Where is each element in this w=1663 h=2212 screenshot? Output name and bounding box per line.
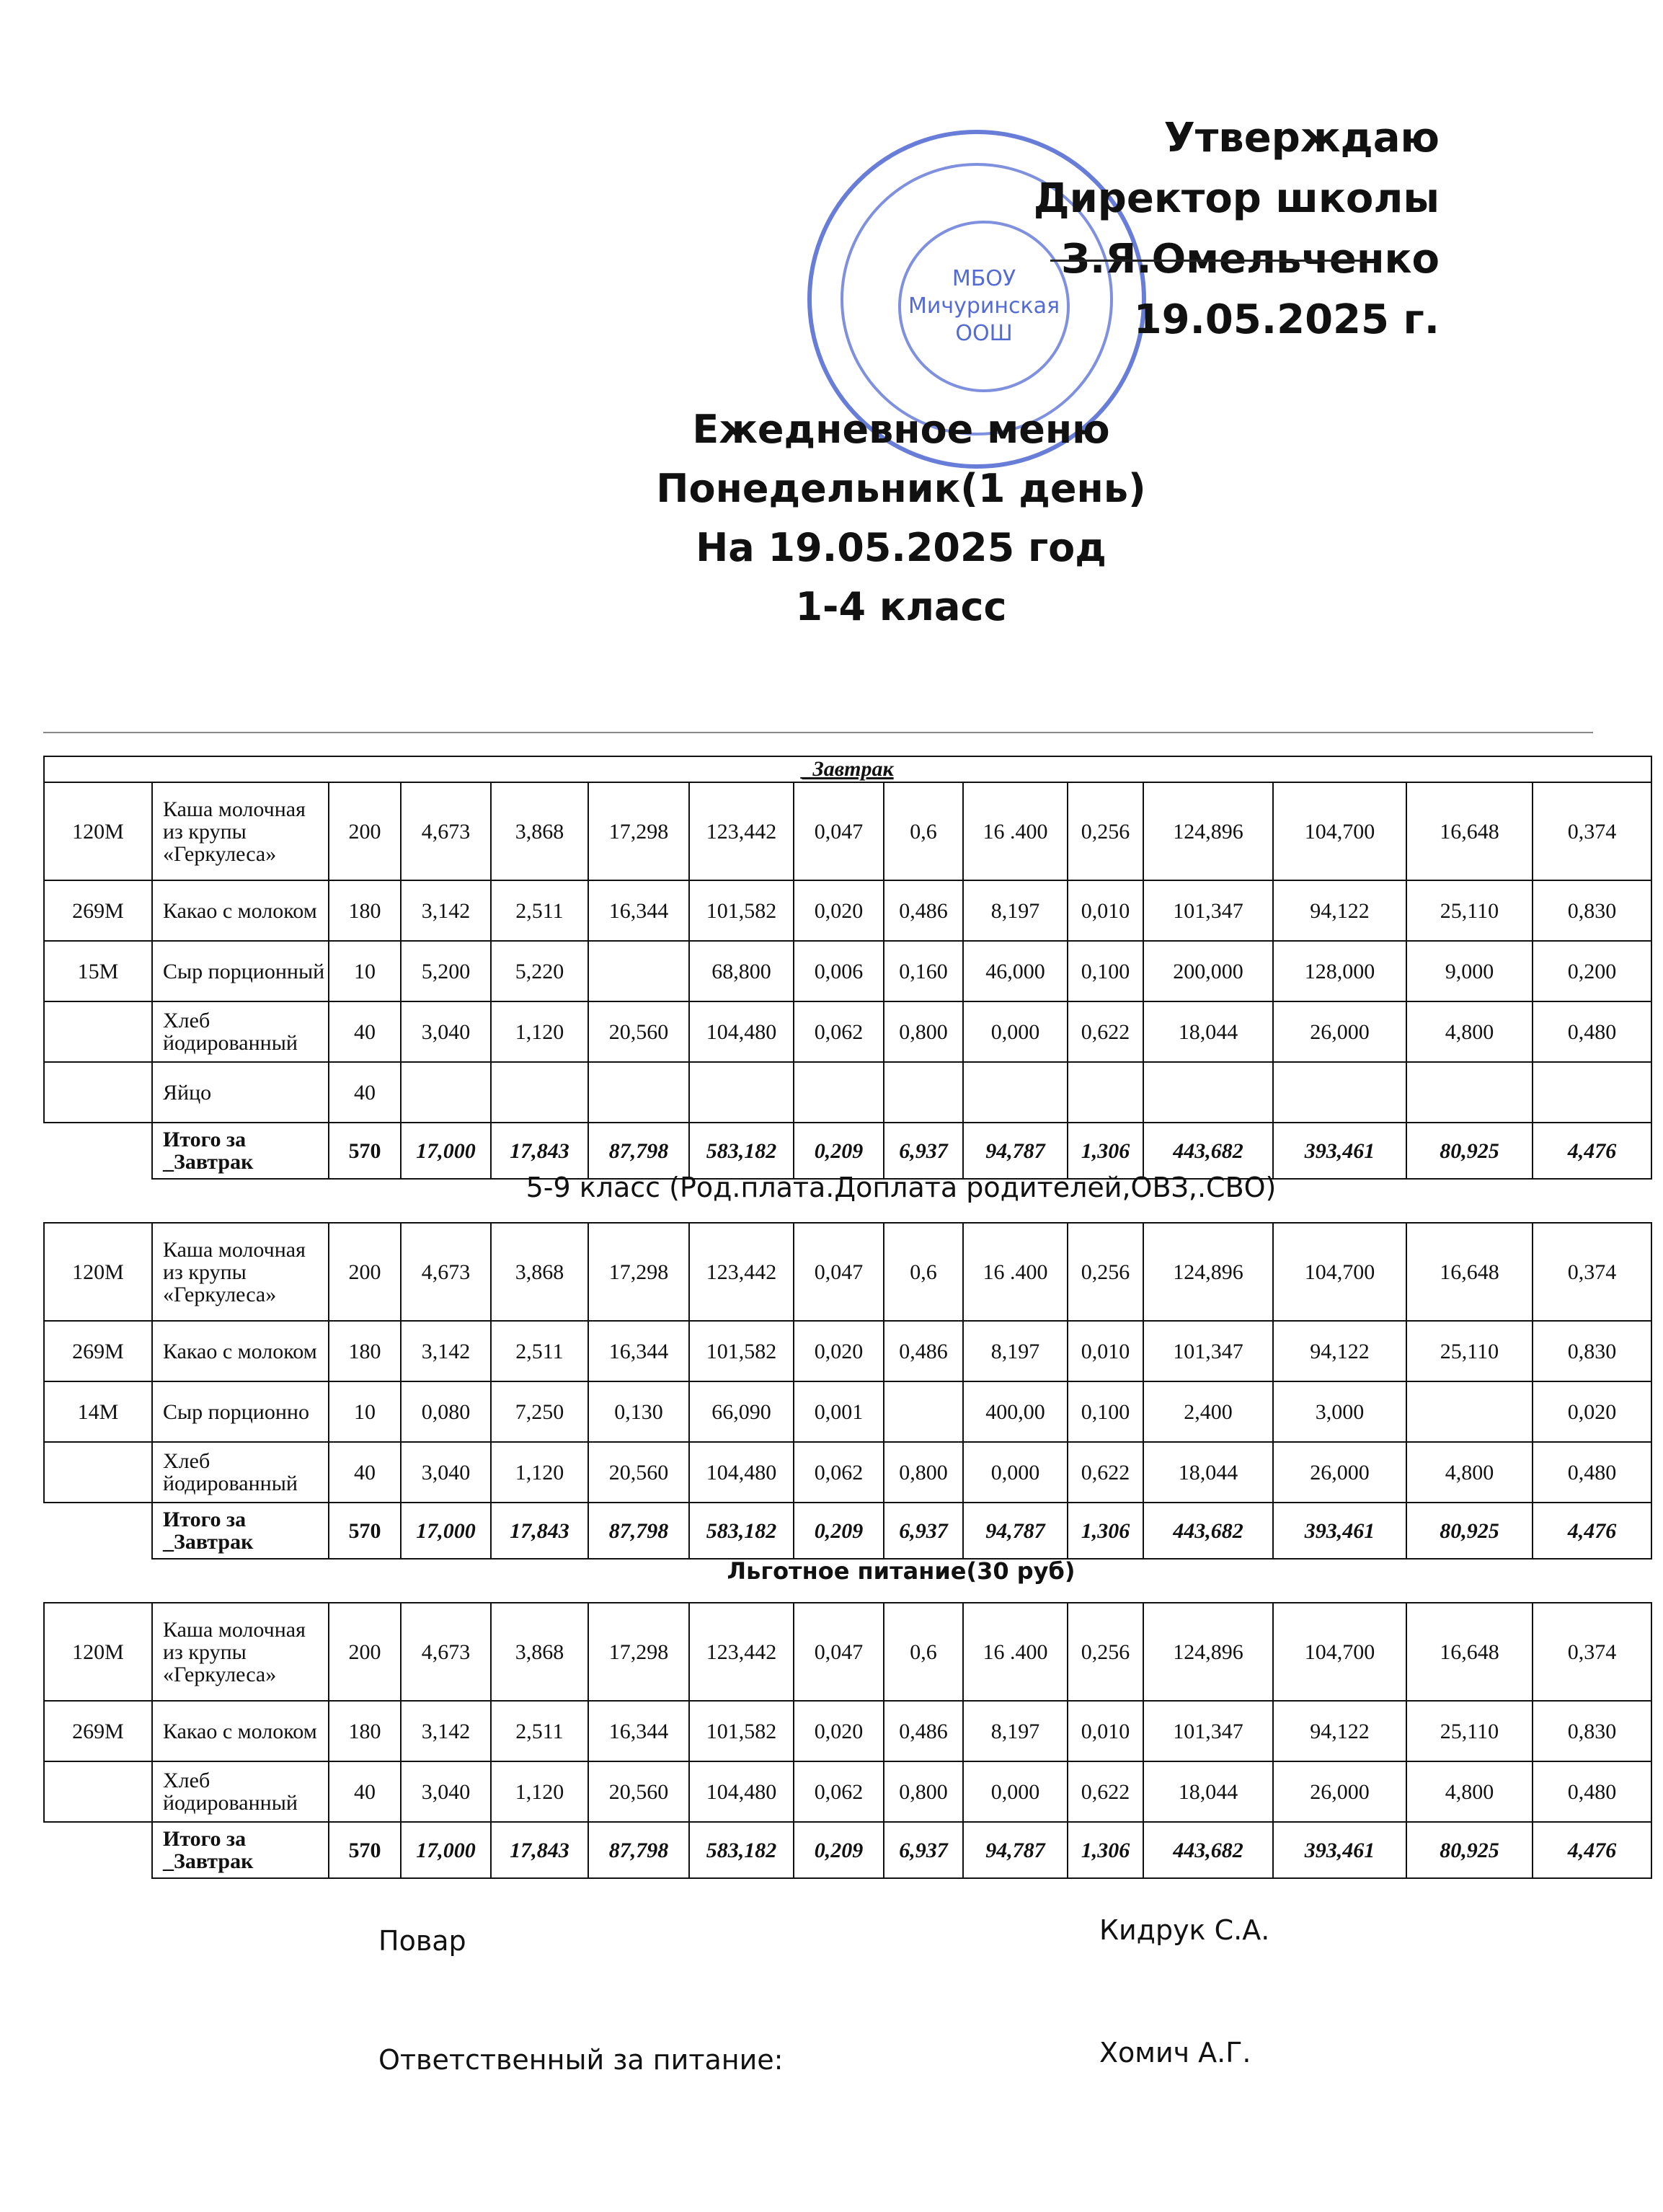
value-cell: 17,298 [588,1603,689,1701]
value-cell: 16 .400 [963,782,1068,880]
total-value-cell: 0,209 [794,1123,884,1179]
value-cell: 3,142 [401,1321,491,1381]
value-cell: 0,010 [1068,1701,1143,1761]
value-cell: 0,020 [794,880,884,941]
value-cell: 94,122 [1273,880,1406,941]
total-value-cell: 4,476 [1533,1822,1651,1878]
dish-name-cell: Сыр порционно [152,1381,329,1442]
value-cell: 123,442 [689,782,794,880]
menu-title [0,400,1663,637]
total-value-cell: 583,182 [689,1503,794,1559]
total-value-cell: 17,843 [491,1822,588,1878]
value-cell: 0,6 [884,1603,963,1701]
value-cell: 104,480 [689,1761,794,1822]
value-cell: 40 [329,1761,401,1822]
total-value-cell: 443,682 [1143,1503,1273,1559]
value-cell: 180 [329,1321,401,1381]
table-row [44,1321,1651,1381]
value-cell: 0,020 [794,1321,884,1381]
recipe-code-cell: 120М [44,782,152,880]
total-value-cell: 94,787 [963,1123,1068,1179]
value-cell: 0,486 [884,1321,963,1381]
value-cell: 8,197 [963,880,1068,941]
value-cell: 16,344 [588,880,689,941]
value-cell: 0,830 [1533,880,1651,941]
value-cell: 1,120 [491,1442,588,1503]
value-cell: 0,100 [1068,1381,1143,1442]
value-cell: 8,197 [963,1321,1068,1381]
total-row [44,1123,1651,1179]
approval-block [1034,108,1440,350]
total-value-cell: 4,476 [1533,1123,1651,1179]
value-cell: 16,648 [1406,1603,1533,1701]
value-cell [588,941,689,1001]
value-cell: 7,250 [491,1381,588,1442]
value-cell: 4,673 [401,1603,491,1701]
value-cell: 18,044 [1143,1001,1273,1062]
value-cell: 16,344 [588,1701,689,1761]
value-cell: 17,298 [588,782,689,880]
divider [43,732,1593,733]
value-cell: 0,001 [794,1381,884,1442]
table-caption-row [44,756,1651,782]
value-cell: 0,374 [1533,1603,1651,1701]
total-label-cell: Итого за _Завтрак [152,1822,329,1878]
total-label-cell: Итого за _Завтрак [152,1123,329,1179]
value-cell: 3,868 [491,1603,588,1701]
signature-line [1050,260,1367,262]
value-cell: 2,511 [491,880,588,941]
title-line-1: Ежедневное меню [692,407,1110,452]
cook-label: Повар [378,1925,466,1957]
value-cell: 26,000 [1273,1442,1406,1503]
section-title-5-9: 5-9 класс (Род.плата.Доплата родителей,ОВЗ,.СВО) [525,1172,1277,1203]
total-value-cell: 570 [329,1822,401,1878]
title-line-4: 1-4 класс [795,584,1007,629]
value-cell: 0,830 [1533,1321,1651,1381]
empty-cell [44,1503,152,1559]
table-row [44,941,1651,1001]
dish-name-cell: Сыр порционный [152,941,329,1001]
value-cell: 0,374 [1533,1223,1651,1321]
value-cell: 40 [329,1062,401,1123]
total-value-cell: 1,306 [1068,1123,1143,1179]
total-value-cell: 0,209 [794,1822,884,1878]
value-cell: 101,347 [1143,1321,1273,1381]
value-cell [491,1062,588,1123]
total-value-cell: 17,843 [491,1503,588,1559]
recipe-code-cell: 120М [44,1223,152,1321]
value-cell: 200 [329,1603,401,1701]
value-cell: 0,062 [794,1001,884,1062]
value-cell: 3,868 [491,782,588,880]
table-row [44,1223,1651,1321]
recipe-code-cell [44,1761,152,1822]
value-cell: 2,400 [1143,1381,1273,1442]
value-cell: 104,700 [1273,782,1406,880]
value-cell: 0,374 [1533,782,1651,880]
value-cell: 0,256 [1068,1223,1143,1321]
value-cell [884,1381,963,1442]
total-value-cell: 393,461 [1273,1503,1406,1559]
value-cell: 5,200 [401,941,491,1001]
value-cell: 123,442 [689,1223,794,1321]
menu-table-1-4 [43,756,1652,1180]
value-cell: 0,480 [1533,1761,1651,1822]
total-value-cell: 4,476 [1533,1503,1651,1559]
value-cell [401,1062,491,1123]
table-row [44,1001,1651,1062]
value-cell: 0,000 [963,1001,1068,1062]
value-cell: 101,347 [1143,880,1273,941]
value-cell: 400,00 [963,1381,1068,1442]
value-cell [884,1062,963,1123]
value-cell [588,1062,689,1123]
value-cell: 104,480 [689,1001,794,1062]
value-cell: 2,511 [491,1701,588,1761]
value-cell: 16 .400 [963,1223,1068,1321]
value-cell: 40 [329,1442,401,1503]
table-row [44,1381,1651,1442]
value-cell: 4,673 [401,1223,491,1321]
value-cell: 0,047 [794,1223,884,1321]
dish-name-cell: Каша молочная из крупы «Геркулеса» [152,1223,329,1321]
empty-cell [44,1822,152,1878]
dish-name-cell: Яйцо [152,1062,329,1123]
dish-name-cell: Хлеб йодированный [152,1001,329,1062]
value-cell: 200 [329,782,401,880]
approval-line-3: З.Я.Омельченко [1061,236,1440,283]
total-value-cell: 443,682 [1143,1822,1273,1878]
recipe-code-cell: 14М [44,1381,152,1442]
value-cell: 101,582 [689,1701,794,1761]
responsible-name: Хомич А.Г. [1099,2037,1251,2069]
value-cell: 0,000 [963,1761,1068,1822]
value-cell: 25,110 [1406,880,1533,941]
value-cell: 0,006 [794,941,884,1001]
value-cell [1068,1062,1143,1123]
recipe-code-cell: 15М [44,941,152,1001]
total-label-cell: Итого за _Завтрак [152,1503,329,1559]
value-cell [1273,1062,1406,1123]
value-cell: 0,622 [1068,1442,1143,1503]
total-value-cell: 570 [329,1123,401,1179]
value-cell: 0,622 [1068,1001,1143,1062]
value-cell [963,1062,1068,1123]
value-cell: 26,000 [1273,1001,1406,1062]
value-cell: 104,700 [1273,1223,1406,1321]
value-cell: 0,062 [794,1761,884,1822]
value-cell: 0,800 [884,1001,963,1062]
value-cell: 20,560 [588,1442,689,1503]
value-cell: 0,6 [884,782,963,880]
value-cell: 104,700 [1273,1603,1406,1701]
value-cell: 3,040 [401,1442,491,1503]
value-cell: 16,648 [1406,1223,1533,1321]
total-value-cell: 393,461 [1273,1822,1406,1878]
value-cell: 180 [329,1701,401,1761]
menu-table-benefit [43,1602,1652,1879]
value-cell: 0,256 [1068,1603,1143,1701]
value-cell: 94,122 [1273,1701,1406,1761]
table-row [44,1062,1651,1123]
dish-name-cell: Хлеб йодированный [152,1761,329,1822]
value-cell [1533,1062,1651,1123]
value-cell: 0,000 [963,1442,1068,1503]
total-value-cell: 1,306 [1068,1822,1143,1878]
value-cell: 10 [329,941,401,1001]
total-value-cell: 583,182 [689,1822,794,1878]
value-cell: 0,020 [794,1701,884,1761]
value-cell: 1,120 [491,1001,588,1062]
recipe-code-cell [44,1442,152,1503]
value-cell: 10 [329,1381,401,1442]
dish-name-cell: Хлеб йодированный [152,1442,329,1503]
total-value-cell: 1,306 [1068,1503,1143,1559]
recipe-code-cell: 269М [44,1321,152,1381]
total-value-cell: 6,937 [884,1123,963,1179]
value-cell: 0,830 [1533,1701,1651,1761]
recipe-code-cell [44,1062,152,1123]
value-cell: 16 .400 [963,1603,1068,1701]
value-cell: 101,582 [689,1321,794,1381]
value-cell: 5,220 [491,941,588,1001]
value-cell: 94,122 [1273,1321,1406,1381]
value-cell: 123,442 [689,1603,794,1701]
value-cell [794,1062,884,1123]
total-value-cell: 87,798 [588,1822,689,1878]
value-cell: 0,062 [794,1442,884,1503]
value-cell: 0,480 [1533,1001,1651,1062]
value-cell: 25,110 [1406,1701,1533,1761]
value-cell: 0,130 [588,1381,689,1442]
total-value-cell: 80,925 [1406,1822,1533,1878]
total-value-cell: 583,182 [689,1123,794,1179]
value-cell: 46,000 [963,941,1068,1001]
value-cell: 3,040 [401,1001,491,1062]
value-cell: 128,000 [1273,941,1406,1001]
value-cell: 0,047 [794,1603,884,1701]
value-cell: 16,648 [1406,782,1533,880]
value-cell: 180 [329,880,401,941]
value-cell: 4,800 [1406,1761,1533,1822]
value-cell: 26,000 [1273,1761,1406,1822]
value-cell: 3,040 [401,1761,491,1822]
table-row [44,1761,1651,1822]
total-value-cell: 87,798 [588,1503,689,1559]
recipe-code-cell: 120М [44,1603,152,1701]
table-row [44,880,1651,941]
total-value-cell: 17,000 [401,1822,491,1878]
value-cell: 0,160 [884,941,963,1001]
value-cell: 18,044 [1143,1442,1273,1503]
value-cell: 4,800 [1406,1001,1533,1062]
total-value-cell: 80,925 [1406,1503,1533,1559]
total-value-cell: 94,787 [963,1503,1068,1559]
dish-name-cell: Каша молочная из крупы «Геркулеса» [152,782,329,880]
value-cell: 0,6 [884,1223,963,1321]
table-row [44,782,1651,880]
value-cell: 3,142 [401,880,491,941]
value-cell: 9,000 [1406,941,1533,1001]
section-title-benefit: Льготное питание(30 руб) [727,1557,1076,1585]
total-value-cell: 17,843 [491,1123,588,1179]
value-cell: 0,020 [1533,1381,1651,1442]
value-cell: 66,090 [689,1381,794,1442]
value-cell: 20,560 [588,1761,689,1822]
value-cell: 0,047 [794,782,884,880]
approval-line-2: Директор школы [1033,175,1440,222]
total-value-cell: 94,787 [963,1822,1068,1878]
value-cell: 124,896 [1143,782,1273,880]
total-value-cell: 17,000 [401,1503,491,1559]
value-cell [1406,1381,1533,1442]
recipe-code-cell: 269М [44,880,152,941]
value-cell: 68,800 [689,941,794,1001]
dish-name-cell: Каша молочная из крупы «Геркулеса» [152,1603,329,1701]
total-row [44,1822,1651,1878]
total-value-cell: 17,000 [401,1123,491,1179]
value-cell: 3,142 [401,1701,491,1761]
total-value-cell: 80,925 [1406,1123,1533,1179]
value-cell: 0,256 [1068,782,1143,880]
value-cell [1143,1062,1273,1123]
value-cell: 0,010 [1068,880,1143,941]
value-cell: 0,200 [1533,941,1651,1001]
approval-line-4: 19.05.2025 г. [1133,296,1440,343]
recipe-code-cell [44,1001,152,1062]
total-value-cell: 0,209 [794,1503,884,1559]
value-cell: 0,622 [1068,1761,1143,1822]
empty-cell [44,1123,152,1179]
total-row [44,1503,1651,1559]
value-cell: 0,486 [884,880,963,941]
total-value-cell: 87,798 [588,1123,689,1179]
value-cell: 40 [329,1001,401,1062]
value-cell: 101,347 [1143,1701,1273,1761]
value-cell: 101,582 [689,880,794,941]
total-value-cell: 393,461 [1273,1123,1406,1179]
value-cell: 0,800 [884,1761,963,1822]
value-cell: 3,868 [491,1223,588,1321]
value-cell: 4,673 [401,782,491,880]
value-cell: 18,044 [1143,1761,1273,1822]
recipe-code-cell: 269М [44,1701,152,1761]
value-cell: 3,000 [1273,1381,1406,1442]
responsible-label: Ответственный за питание: [378,2044,784,2076]
total-value-cell: 6,937 [884,1822,963,1878]
value-cell: 200,000 [1143,941,1273,1001]
value-cell: 25,110 [1406,1321,1533,1381]
value-cell: 4,800 [1406,1442,1533,1503]
value-cell: 200 [329,1223,401,1321]
title-line-3: На 19.05.2025 год [696,525,1107,570]
menu-table-5-9 [43,1222,1652,1560]
value-cell [1406,1062,1533,1123]
value-cell: 2,511 [491,1321,588,1381]
value-cell: 8,197 [963,1701,1068,1761]
value-cell: 0,010 [1068,1321,1143,1381]
value-cell: 0,800 [884,1442,963,1503]
cook-name: Кидрук С.А. [1099,1914,1270,1946]
value-cell: 124,896 [1143,1603,1273,1701]
value-cell: 1,120 [491,1761,588,1822]
stamp-text: МБОУ Мичуринская ООШ [898,221,1070,392]
value-cell: 17,298 [588,1223,689,1321]
value-cell: 16,344 [588,1321,689,1381]
dish-name-cell: Какао с молоком [152,1321,329,1381]
value-cell [689,1062,794,1123]
value-cell: 0,486 [884,1701,963,1761]
total-value-cell: 6,937 [884,1503,963,1559]
value-cell: 0,480 [1533,1442,1651,1503]
dish-name-cell: Какао с молоком [152,1701,329,1761]
value-cell: 0,080 [401,1381,491,1442]
dish-name-cell: Какао с молоком [152,880,329,941]
total-value-cell: 443,682 [1143,1123,1273,1179]
total-value-cell: 570 [329,1503,401,1559]
value-cell: 124,896 [1143,1223,1273,1321]
table-row [44,1603,1651,1701]
value-cell: 20,560 [588,1001,689,1062]
table-row [44,1442,1651,1503]
value-cell: 0,100 [1068,941,1143,1001]
title-line-2: Понедельник(1 день) [656,466,1146,511]
value-cell: 104,480 [689,1442,794,1503]
table-caption: _Завтрак [44,756,1651,782]
approval-line-1: Утверждаю [1163,115,1440,162]
table-row [44,1701,1651,1761]
